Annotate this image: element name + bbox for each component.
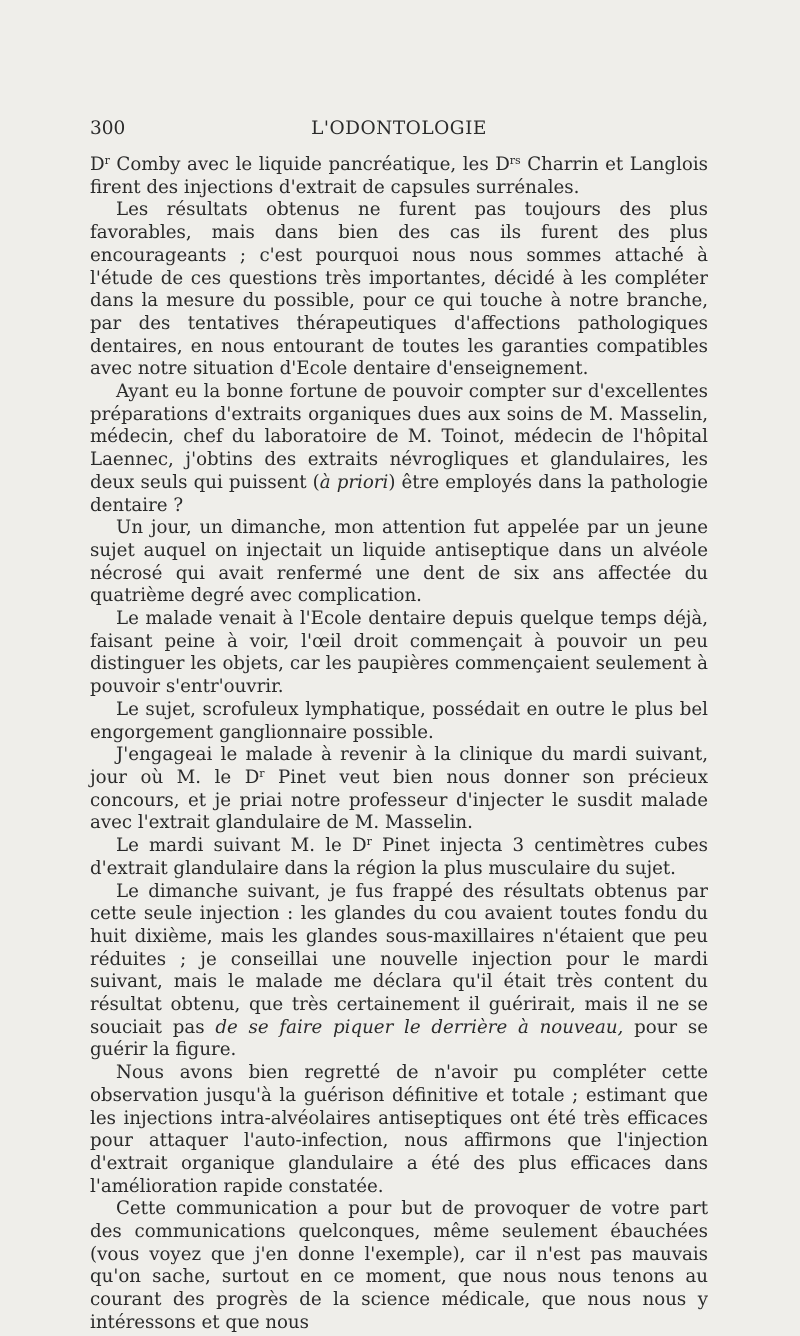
body-text xyxy=(90,154,708,1335)
p8-text-b: Pinet injecta 3 centimètres cubes d'extrait glandulaire dans la région la plus musculaire du sujet. xyxy=(90,835,708,879)
paragraph-10: Nous avons bien regretté de n'avoir pu compléter cette observation jusqu'à la guérison définitive et totale ; estimant que les injections intra-alvéolaires antiseptiques ont été très efficaces pour attaquer l'auto-infection, nous affirmons que l'injection d'extrait organique glandulaire a été des plus efficaces dans l'amélioration rapide constatée. xyxy=(90,1062,708,1197)
paragraph-11: Cette communication a pour but de provoquer de votre part des communications quelconques, même seulement ébauchées (vous voyez que j'en donne l'exemple), car il n'est pas mauvais qu'on sache, surtout en ce moment, que nous nous tenons au courant des progrès de la science médicale, que nous nous y intéressons et que nous xyxy=(90,1198,708,1333)
p1-superscript-1: r xyxy=(104,154,110,167)
p9-italic: de se faire piquer le derrière à nouveau, xyxy=(215,1016,624,1038)
p3-text-a: Ayant eu la bonne fortune de pouvoir compter sur d'excellentes préparations d'extraits organiques dues aux soins de M. Masselin, médecin, chef du laboratoire de M. Toinot, médecin de l'hôpital Laennec, j'obtins des extraits névrogliques et glandulaires, les deux seuls qui puissent ( xyxy=(90,381,708,493)
paragraph-5: Le malade venait à l'Ecole dentaire depuis quelque temps déjà, faisant peine à voir, l'œil droit commençait à pouvoir un peu distinguer les objets, car les paupières commençaient seulement à pouvoir s'entr'ouvrir. xyxy=(90,608,708,698)
p9-text-a: Le dimanche suivant, je fus frappé des résultats obtenus par cette seule injection : les glandes du cou avaient toutes fondu du huit dixième, mais les glandes sous-maxillaires n'étaient que peu réduites ; je conseillai une nouvelle injection pour le mardi suivant, mais le malade me déclara qu'il était très content du résultat obtenu, que très certainement il guérirait, mais il ne se souciait pas xyxy=(90,880,708,1038)
paragraph-8 xyxy=(90,835,708,880)
p9-text-b: pour se guérir la figure. xyxy=(90,1016,708,1061)
p8-superscript: r xyxy=(366,835,372,849)
paragraph-9 xyxy=(90,881,708,1063)
paragraph-3 xyxy=(90,381,708,517)
p3-text-b: ) être employés dans la pathologie dentaire ? xyxy=(90,471,709,516)
paragraph-6: Le sujet, scrofuleux lymphatique, possédait en outre le plus bel engorgement ganglionnaire possible. xyxy=(90,698,708,743)
running-head xyxy=(90,118,708,144)
p3-italic: à priori xyxy=(319,471,389,493)
p7-text-b: Pinet veut bien nous donner son précieux concours, et je priai notre professeur d'injecter le susdit malade avec l'extrait glandulaire de M. Masselin. xyxy=(90,766,708,834)
p1-text-c: Charrin et Langlois firent des injections d'extrait de capsules surrénales. xyxy=(90,154,708,198)
p1-text-b: Comby avec le liquide pancréatique, les D xyxy=(109,154,510,175)
paragraph-2: Les résultats obtenus ne furent pas toujours des plus favorables, mais dans bien des cas ils furent des plus encourageants ; c'est pourquoi nous nous sommes attaché à l'étude de ces questions très importantes, décidé à les compléter dans la mesure du possible, pour ce qui touche à notre branche, par des tentatives thérapeutiques d'affections pathologiques dentaires, en nous entourant de toutes les garanties compatibles avec notre situation d'Ecole dentaire d'enseignement. xyxy=(90,199,708,380)
journal-title: L'ODONTOLOGIE xyxy=(311,118,487,139)
page-number: 300 xyxy=(90,118,126,139)
paragraph-1 xyxy=(90,154,708,199)
paragraph-7 xyxy=(90,744,708,835)
p8-text-a: Le mardi suivant M. le D xyxy=(116,835,367,857)
paragraph-4: Un jour, un dimanche, mon attention fut appelée par un jeune sujet auquel on injectait un liquide antiseptique dans un alvéole nécrosé qui avait renfermé une dent de six ans affectée du quatrième degré avec complication. xyxy=(90,517,708,607)
p7-text-a: J'engageai le malade à revenir à la clinique du mardi suivant, jour où M. le D xyxy=(90,744,708,788)
book-page xyxy=(90,118,708,1335)
p1-superscript-2: rs xyxy=(509,154,521,167)
p1-text-a: D xyxy=(90,154,105,175)
p7-superscript: r xyxy=(259,766,265,780)
